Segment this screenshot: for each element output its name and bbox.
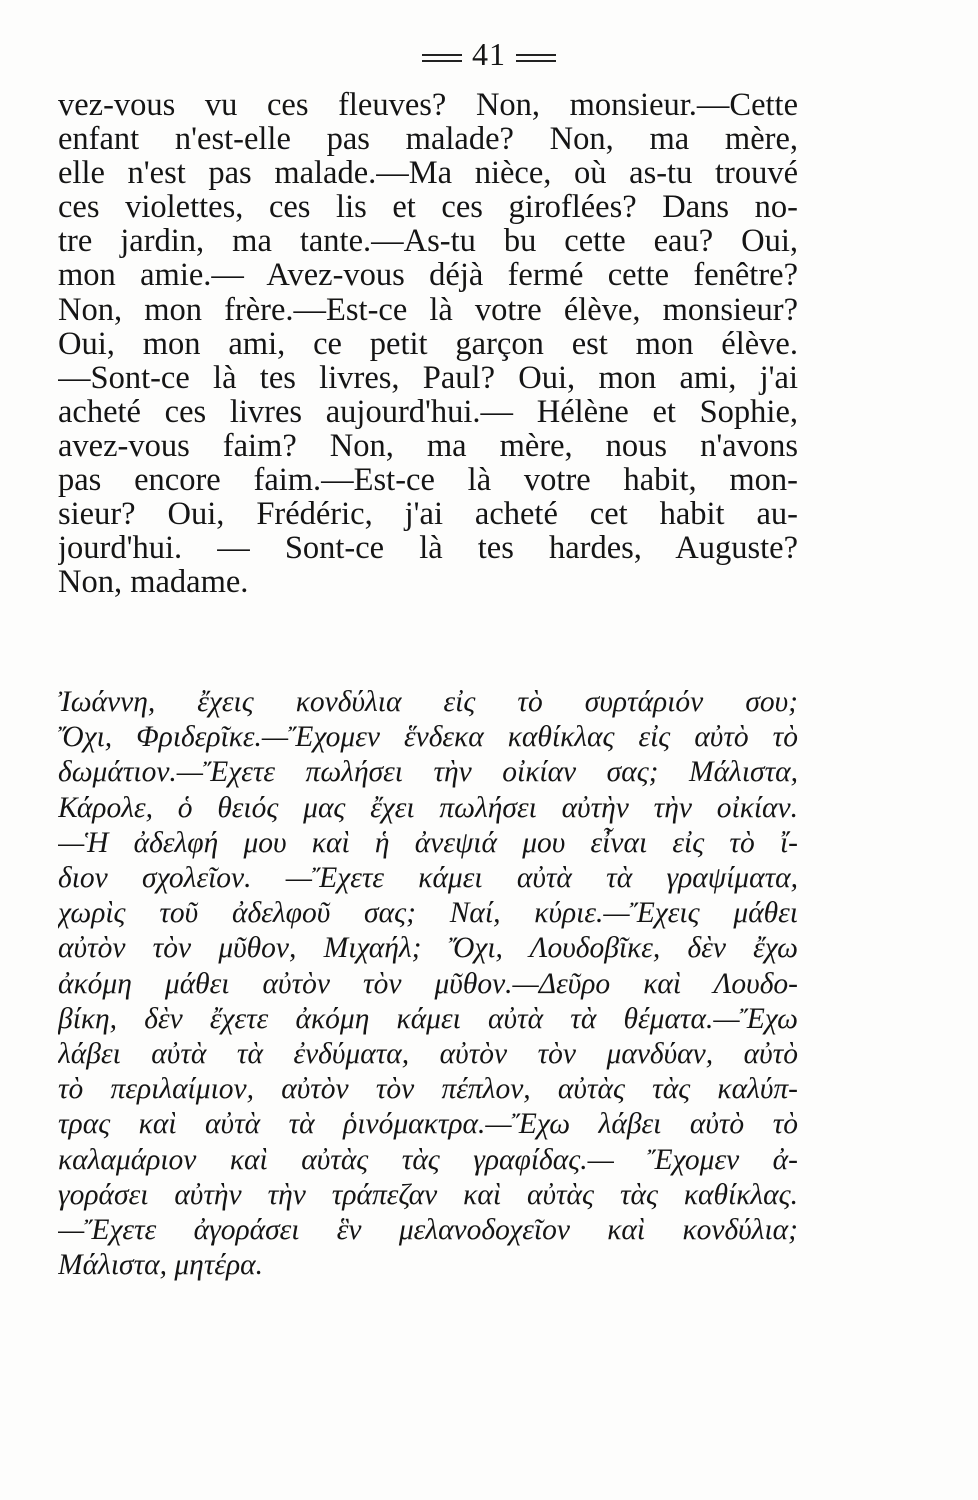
greek-line: αὐτὸν τὸν μῦθον, Μιχαήλ; Ὄχι, Λουδοβῖκε, δὲν ἔχω [58, 932, 798, 965]
greek-paragraph [58, 685, 798, 1283]
greek-line: Κάρολε, ὁ θειός μας ἔχει πωλήσει αὐτὴν τὴν οἰκίαν. [58, 791, 798, 824]
greek-line: ἀκόμη μάθει αὐτὸν τὸν μῦθον.—Δεῦρο καὶ Λουδο- [58, 967, 798, 1000]
french-line: enfant n'est-elle pas malade? Non, ma mère, [58, 122, 798, 157]
french-paragraph [58, 88, 798, 599]
greek-line: χωρὶς τοῦ ἀδελφοῦ σας; Ναί, κύριε.—Ἔχεις μάθει [58, 897, 798, 930]
greek-line: λάβει αὐτὰ τὰ ἐνδύματα, αὐτὸν τὸν μανδύαν, αὐτὸ [58, 1038, 798, 1071]
page-header [0, 34, 978, 74]
french-line: sieur? Oui, Frédéric, j'ai acheté cet habit au- [58, 497, 798, 532]
french-line: Non, mon frère.—Est-ce là votre élève, monsieur? [58, 292, 798, 327]
greek-line: Ὄχι, Φριδερῖκε.—Ἔχομεν ἕνδεκα καθίκλας εἰς αὐτὸ τὸ [58, 721, 798, 754]
french-line: tre jardin, ma tante.—As-tu bu cette eau? Oui, [58, 224, 798, 259]
header-ornament-left [422, 54, 462, 62]
greek-line: γοράσει αὐτὴν τὴν τράπεζαν καὶ αὐτὰς τὰς καθίκλας. [58, 1178, 798, 1211]
header-ornament-right [516, 54, 556, 62]
greek-line: Μάλιστα, μητέρα. [58, 1249, 264, 1282]
page-number: 41 [472, 36, 506, 72]
french-line: avez-vous faim? Non, ma mère, nous n'avons [58, 428, 798, 464]
french-line: ces violettes, ces lis et ces giroflées? Dans no- [58, 190, 798, 225]
french-line: elle n'est pas malade.—Ma nièce, où as-tu trouvé [58, 156, 798, 191]
french-line: jourd'hui. — Sont-ce là tes hardes, Auguste? [58, 531, 798, 566]
greek-line: διον σχολεῖον. —Ἔχετε κάμει αὐτὰ τὰ γραψίματα, [58, 862, 798, 895]
french-line: Oui, mon ami, ce petit garçon est mon élève. [58, 326, 798, 361]
greek-line: δωμάτιον.—Ἔχετε πωλήσει τὴν οἰκίαν σας; Μάλιστα, [58, 756, 798, 789]
greek-line: Ἰωάννη, ἔχεις κονδύλια εἰς τὸ συρτάριόν σου; [58, 686, 798, 718]
french-line: —Sont-ce là tes livres, Paul? Oui, mon ami, j'ai [58, 360, 798, 395]
greek-line: —Ἔχετε ἀγοράσει ἓν μελανοδοχεῖον καὶ κονδύλια; [58, 1214, 798, 1247]
greek-line: τρας καὶ αὐτὰ τὰ ῥινόμακτρα.—Ἔχω λάβει αὐτὸ τὸ [58, 1108, 798, 1141]
french-line: Non, madame. [58, 565, 249, 600]
french-line: vez-vous vu ces fleuves? Non, monsieur.—Cette [58, 88, 798, 123]
greek-line: —Ἡ ἀδελφή μου καὶ ἡ ἀνεψιά μου εἶναι εἰς τὸ ἴ- [58, 826, 798, 859]
greek-line: τὸ περιλαίμιον, αὐτὸν τὸν πέπλον, αὐτὰς τὰς καλύπ- [58, 1073, 798, 1106]
french-line: pas encore faim.—Est-ce là votre habit, mon- [58, 463, 798, 498]
greek-line: καλαμάριον καὶ αὐτὰς τὰς γραφίδας.— Ἔχομεν ἀ- [58, 1143, 798, 1176]
greek-line: βίκη, δὲν ἔχετε ἀκόμη κάμει αὐτὰ τὰ θέματα.—Ἔχω [58, 1002, 798, 1035]
french-line: mon amie.— Avez-vous déjà fermé cette fenêtre? [58, 258, 798, 293]
french-line: acheté ces livres aujourd'hui.— Hélène et Sophie, [58, 394, 798, 429]
